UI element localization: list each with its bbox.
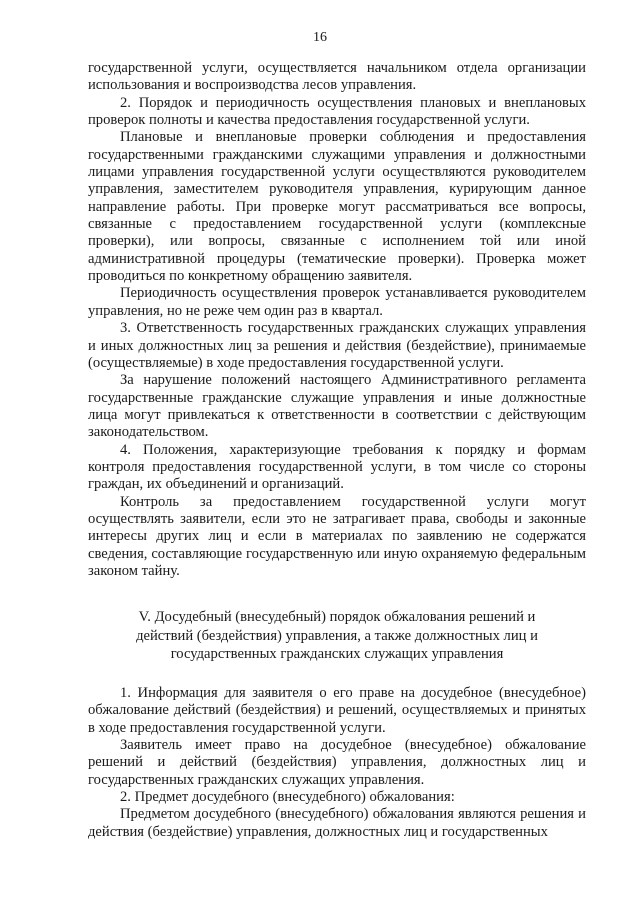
page-number: 16 bbox=[313, 30, 327, 45]
paragraph: 2. Порядок и периодичность осуществления плановых и внеплановых проверок полноты и качества предоставления государственной услуги. bbox=[88, 94, 586, 129]
section-heading bbox=[88, 608, 586, 664]
section-heading-line: государственных гражданских служащих управления bbox=[170, 646, 504, 662]
section-heading-line: действий (бездействия) управления, а также должностных лиц и bbox=[136, 627, 538, 644]
body-text-top bbox=[88, 60, 586, 580]
paragraph: Предметом досудебного (внесудебного) обжалования являются решения и действия (бездействие) управления, должностных лиц и государственных bbox=[88, 806, 586, 840]
paragraph: 1. Информация для заявителя о его праве на досудебное (внесудебное) обжалование действий (бездействия) и решений, осуществляемых и принятых в ходе предоставления государственной услуги. bbox=[88, 685, 586, 736]
paragraph: За нарушение положений настоящего Административного регламента государственные гражданские служащие управления и иные должностные лица могут привлекаться к ответственности в соответствии с действующим законодательством. bbox=[88, 372, 586, 441]
paragraph: государственной услуги, осуществляется начальником отдела организации использования и воспроизводства лесов управления. bbox=[88, 60, 586, 94]
paragraph: 2. Предмет досудебного (внесудебного) обжалования: bbox=[120, 789, 455, 806]
paragraph: Контроль за предоставлением государственной услуги могут осуществлять заявители, если это не затрагивает права, свободы и законные интересы других лиц и если в материалах по заявлению не содержатся сведения, составляющие государственную или иную охраняемую федеральным законом тайну. bbox=[88, 493, 586, 579]
paragraph: Периодичность осуществления проверок устанавливается руководителем управления, но не реже чем один раз в квартал. bbox=[88, 285, 586, 319]
paragraph: Плановые и внеплановые проверки соблюдения и предоставления государственными гражданскими служащими управления и должностными лицами управления государственной услуги осуществляются руководителем управления, заместителем руководителя управления, курирующим данное направление работы. При проверке могут рассматриваться все вопросы, связанные с предоставлением государственной услуги (комплексные проверки), или вопросы, связанные с исполнением той или иной административной процедуры (тематические проверки). Проверка может проводиться по конкретному обращению заявителя. bbox=[88, 129, 586, 285]
section-heading-line: V. Досудебный (внесудебный) порядок обжалования решений и bbox=[138, 609, 536, 625]
body-text-bottom bbox=[88, 685, 586, 841]
paragraph: Заявитель имеет право на досудебное (внесудебное) обжалование решений и действий (бездействия) управления, должностных лиц и государственных гражданских служащих управления. bbox=[88, 737, 586, 788]
paragraph: 3. Ответственность государственных гражданских служащих управления и иных должностных лиц за решения и действия (бездействие), принимаемые (осуществляемые) в ходе предоставления государственной услуги. bbox=[88, 320, 586, 371]
paragraph: 4. Положения, характеризующие требования к порядку и формам контроля предоставления государственной услуги, в том числе со стороны граждан, их объединений и организаций. bbox=[88, 441, 586, 493]
